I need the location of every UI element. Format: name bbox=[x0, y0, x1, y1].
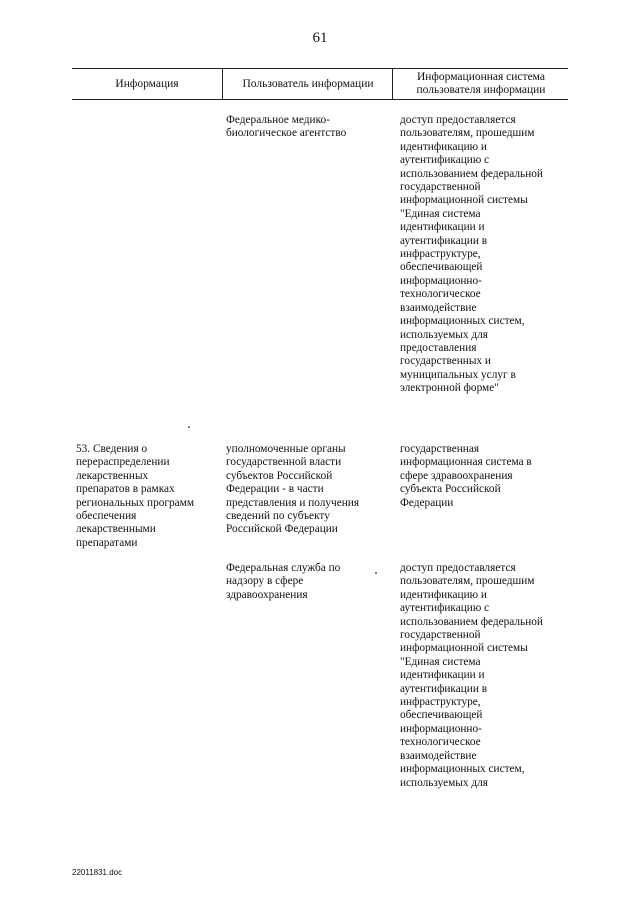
row53b-system: доступ предоставляется пользователям, прошедшим идентификацию и аутентификацию с использованием федеральной государственной информационной системы "Единая система идентификации и аутентификации в инфраструктуре, обеспечивающей информационно- технологическое взаимодействие информационных систем, используемых для bbox=[400, 562, 543, 789]
header-information: Информация bbox=[115, 77, 179, 90]
page-number: 61 bbox=[312, 30, 328, 46]
row1-system: доступ предоставляется пользователям, прошедшим идентификацию и аутентификацию с использованием федеральной государственной информационной системы "Единая система идентификации и аутентификации в инфраструктуре, обеспечивающей информационно- технологическое взаимодействие информационных систем, используемых для предоставления государственных и муниципальных услуг в электронной форме" bbox=[400, 114, 543, 395]
row1-user: Федеральное медико- биологическое агентство bbox=[226, 114, 347, 140]
row53-user: уполномоченные органы государственной власти субъектов Российской Федерации - в части представления и получения сведений по субъекту Российской Федерации bbox=[226, 443, 360, 536]
header-system: Информационная система пользователя информации bbox=[392, 69, 569, 99]
table-header bbox=[72, 68, 568, 100]
header-user: Пользователь информации bbox=[222, 69, 393, 99]
scan-speck bbox=[375, 572, 377, 574]
scan-speck bbox=[188, 426, 190, 428]
row53-information: 53. Сведения о перераспределении лекарственных препаратов в рамках региональных программ обеспечения лекарственными препаратами bbox=[76, 443, 194, 549]
footer-filename: 22011831.doc bbox=[72, 868, 123, 877]
row53-system: государственная информационная система в сфере здравоохранения субъекта Российской Федерации bbox=[400, 443, 532, 509]
row53b-user: Федеральная служба по надзору в сфере здравоохранения bbox=[226, 562, 341, 601]
